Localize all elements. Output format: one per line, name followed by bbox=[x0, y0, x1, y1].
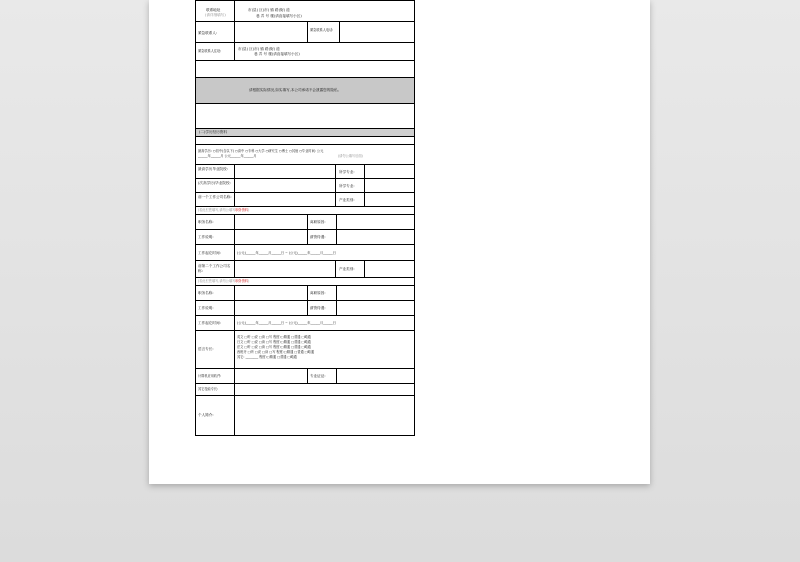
school-2-label: (次高学历)毕业院校: bbox=[198, 181, 231, 185]
spacer-row bbox=[195, 104, 415, 129]
experience-note-1-highlight: 职务资料 bbox=[235, 208, 249, 212]
industry-2-label: 产业类别: bbox=[339, 267, 355, 271]
experience-note-1-text: (若此栏您填写,请勿公填写 bbox=[198, 208, 236, 212]
school-1-row bbox=[195, 165, 415, 179]
language-line-1: 英文 □听 □说 □读 □写 程度:□精通 □普通 □略通 bbox=[237, 335, 311, 339]
duty-1-label: 工作说明: bbox=[198, 235, 214, 239]
emergency-contact-row bbox=[195, 22, 415, 43]
language-line-4: 西班牙 □听 □说 □读 □写 程度:□精通 □普通 □略通 bbox=[237, 350, 315, 354]
last-company-label: 前一个工作公司名称: bbox=[198, 195, 232, 199]
work-period-2-row bbox=[195, 316, 415, 331]
experience-note-2-text: (若此栏您填写,请勿公填写 bbox=[198, 279, 236, 283]
blank-row bbox=[195, 61, 415, 78]
license-label: 专业证证: bbox=[310, 374, 326, 378]
work-period-2-value: (公元)______年______月______日 ~ (公元)______年______月______日 bbox=[237, 321, 336, 325]
work-period-2-label: 工作起讫时间: bbox=[198, 321, 221, 325]
experience-note-2-highlight: 职务资料 bbox=[235, 279, 249, 283]
computer-label: 计算机应用软件: bbox=[198, 374, 222, 378]
leave-reason-1-label: 离职原因: bbox=[310, 220, 326, 224]
school-2-row bbox=[195, 179, 415, 193]
second-company-label: 前第二个工作公司名称: bbox=[198, 264, 231, 273]
duty-2-label: 工作说明: bbox=[198, 306, 214, 310]
last-company-row bbox=[195, 193, 415, 207]
position-2-label: 职务名称: bbox=[198, 291, 214, 295]
language-line-2: 日文 □听 □说 □读 □写 程度:□精通 □普通 □略通 bbox=[237, 340, 311, 344]
salary-2-label: 薪资待遇: bbox=[310, 306, 326, 310]
education-line-2: ______年______月 公元______年______月 bbox=[198, 154, 257, 158]
self-intro-label: 个人简介: bbox=[198, 413, 214, 417]
school-1-label: 最高学历毕业院校: bbox=[198, 167, 228, 171]
contact-address-line1: 市(县) 区(市) 镇 路(街) 道 bbox=[248, 8, 290, 12]
work-period-1-label: 工作起讫时间: bbox=[198, 251, 221, 255]
position-1-label: 职务名称: bbox=[198, 220, 214, 224]
work-period-1-row bbox=[195, 245, 415, 261]
leave-reason-2-label: 离职原因: bbox=[310, 291, 326, 295]
emergency-address-label: 紧急联系人住址: bbox=[198, 49, 222, 53]
industry-1-label: 产业类别: bbox=[339, 198, 355, 202]
notice-row bbox=[195, 78, 415, 104]
experience-note-1 bbox=[198, 208, 249, 213]
self-intro-row bbox=[195, 396, 415, 436]
contact-address-line2: 巷 弄 号 楼(请直接填写小区) bbox=[256, 14, 302, 18]
language-label: 语言专长: bbox=[198, 347, 214, 351]
blank-row bbox=[195, 137, 415, 145]
section-2-title: (二)学历经历资料 bbox=[199, 130, 227, 134]
emergency-address-line1: 市(县) 区(市) 镇 路(街) 道 bbox=[238, 47, 280, 51]
contact-address-label: 联系地址 bbox=[206, 8, 221, 12]
experience-note-1-row bbox=[195, 207, 415, 215]
contact-address-sub: (请详细填写) bbox=[205, 13, 226, 17]
education-line-1: 最高学历: ○初中(含以下) ○高中 ○专科 ○大学 ○研究生 ○博士 ○其他 ○毕业时间: 公元 bbox=[198, 149, 324, 153]
position-1-row bbox=[195, 215, 415, 230]
other-skills-row bbox=[195, 384, 415, 396]
notice-text: 请根据实际情况,如实填写,本公司承诺不会泄露您的隐私。 bbox=[249, 88, 342, 92]
contact-address-row bbox=[195, 0, 415, 22]
experience-note-2-end: ) bbox=[248, 279, 250, 283]
language-line-3: 法文 □听 □说 □读 □写 程度:□精通 □普通 □略通 bbox=[237, 345, 311, 349]
experience-note-2-row bbox=[195, 278, 415, 286]
education-line-2-note: (请勿公填写后面) bbox=[338, 154, 363, 158]
emergency-contact-label: 紧急联系人: bbox=[198, 31, 218, 35]
experience-note-1-end: ) bbox=[248, 208, 250, 212]
emergency-address-line2: 巷 弄 号 楼(请直接填写小区) bbox=[254, 52, 300, 56]
computer-row bbox=[195, 369, 415, 384]
duty-1-row bbox=[195, 230, 415, 245]
section-2-header bbox=[195, 129, 415, 137]
experience-note-2 bbox=[198, 279, 249, 284]
duty-2-row bbox=[195, 301, 415, 316]
application-form bbox=[195, 0, 415, 436]
other-skills-label: 其它技能专长: bbox=[198, 387, 219, 391]
language-row bbox=[195, 331, 415, 369]
language-line-5: 其它: ________ 程度:□精通 □普通 □略通 bbox=[237, 355, 297, 359]
education-row bbox=[195, 145, 415, 165]
major-1-label: 所学专业: bbox=[339, 170, 355, 174]
emergency-phone-label: 紧急联系人电话: bbox=[310, 28, 334, 32]
document-page bbox=[149, 0, 650, 484]
position-2-row bbox=[195, 286, 415, 301]
work-period-1-value: (公元)______年______月______日 ~ (公元)______年______月______日 bbox=[237, 251, 336, 255]
emergency-address-row bbox=[195, 43, 415, 61]
major-2-label: 所学专业: bbox=[339, 184, 355, 188]
salary-1-label: 薪资待遇: bbox=[310, 235, 326, 239]
second-company-row bbox=[195, 261, 415, 278]
